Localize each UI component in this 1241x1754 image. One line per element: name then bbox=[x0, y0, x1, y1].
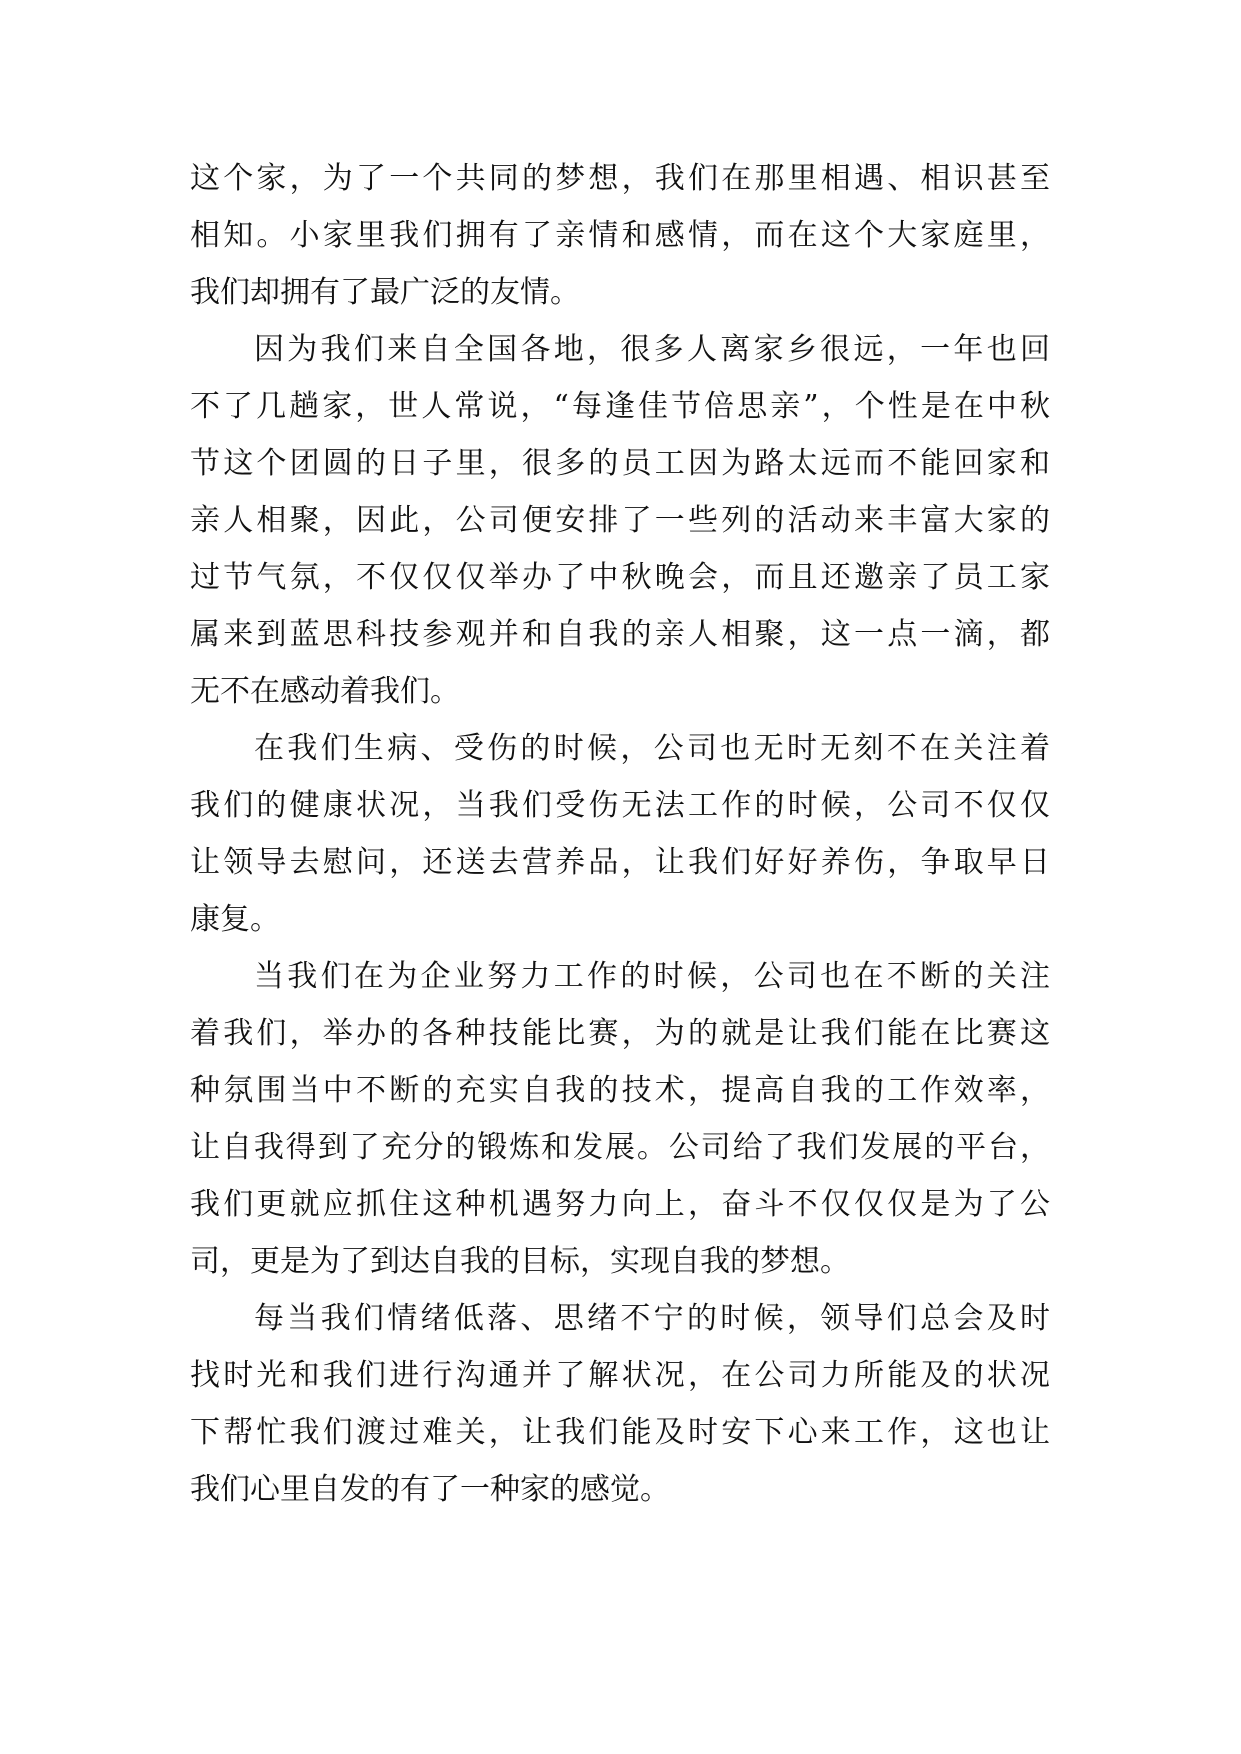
text-line: 下帮忙我们渡过难关，让我们能及时安下心来工作，这也让 bbox=[190, 1415, 1050, 1450]
text-line: 找时光和我们进行沟通并了解状况，在公司力所能及的状况 bbox=[190, 1358, 1050, 1393]
paragraph bbox=[190, 321, 1050, 720]
text-line: 不了几趟家，世人常说，“每逢佳节倍思亲”，个性是在中秋 bbox=[190, 389, 1050, 424]
text-line: 因为我们来自全国各地，很多人离家乡很远，一年也回 bbox=[254, 332, 1050, 367]
text-line: 我们却拥有了最广泛的友情。 bbox=[190, 275, 580, 310]
paragraph bbox=[190, 948, 1050, 1290]
text-line: 无不在感动着我们。 bbox=[190, 674, 460, 709]
text-line: 我们心里自发的有了一种家的感觉。 bbox=[190, 1472, 670, 1507]
text-line: 属来到蓝思科技参观并和自我的亲人相聚，这一点一滴，都 bbox=[190, 617, 1050, 652]
text-line: 种氛围当中不断的充实自我的技术，提高自我的工作效率， bbox=[190, 1073, 1050, 1108]
text-line: 在我们生病、受伤的时候，公司也无时无刻不在关注着 bbox=[254, 731, 1050, 766]
document-body bbox=[190, 150, 1050, 1518]
text-line: 着我们，举办的各种技能比赛，为的就是让我们能在比赛这 bbox=[190, 1016, 1050, 1051]
text-line: 让自我得到了充分的锻炼和发展。公司给了我们发展的平台， bbox=[190, 1130, 1050, 1165]
text-line: 过节气氛，不仅仅仅举办了中秋晚会，而且还邀亲了员工家 bbox=[190, 560, 1050, 595]
text-line: 司，更是为了到达自我的目标，实现自我的梦想。 bbox=[190, 1244, 850, 1279]
text-line: 这个家，为了一个共同的梦想，我们在那里相遇、相识甚至 bbox=[190, 161, 1050, 196]
paragraph bbox=[190, 720, 1050, 948]
text-line: 康复。 bbox=[190, 902, 280, 937]
text-line: 我们的健康状况，当我们受伤无法工作的时候，公司不仅仅 bbox=[190, 788, 1050, 823]
text-line: 节这个团圆的日子里，很多的员工因为路太远而不能回家和 bbox=[190, 446, 1050, 481]
text-line: 让领导去慰问，还送去营养品，让我们好好养伤，争取早日 bbox=[190, 845, 1050, 880]
text-line: 当我们在为企业努力工作的时候，公司也在不断的关注 bbox=[254, 959, 1050, 994]
paragraph bbox=[190, 1290, 1050, 1518]
text-line: 相知。小家里我们拥有了亲情和感情，而在这个大家庭里， bbox=[190, 218, 1050, 253]
text-line: 我们更就应抓住这种机遇努力向上，奋斗不仅仅仅是为了公 bbox=[190, 1187, 1050, 1222]
paragraph bbox=[190, 150, 1050, 321]
text-line: 每当我们情绪低落、思绪不宁的时候，领导们总会及时 bbox=[254, 1301, 1050, 1336]
text-line: 亲人相聚，因此，公司便安排了一些列的活动来丰富大家的 bbox=[190, 503, 1050, 538]
